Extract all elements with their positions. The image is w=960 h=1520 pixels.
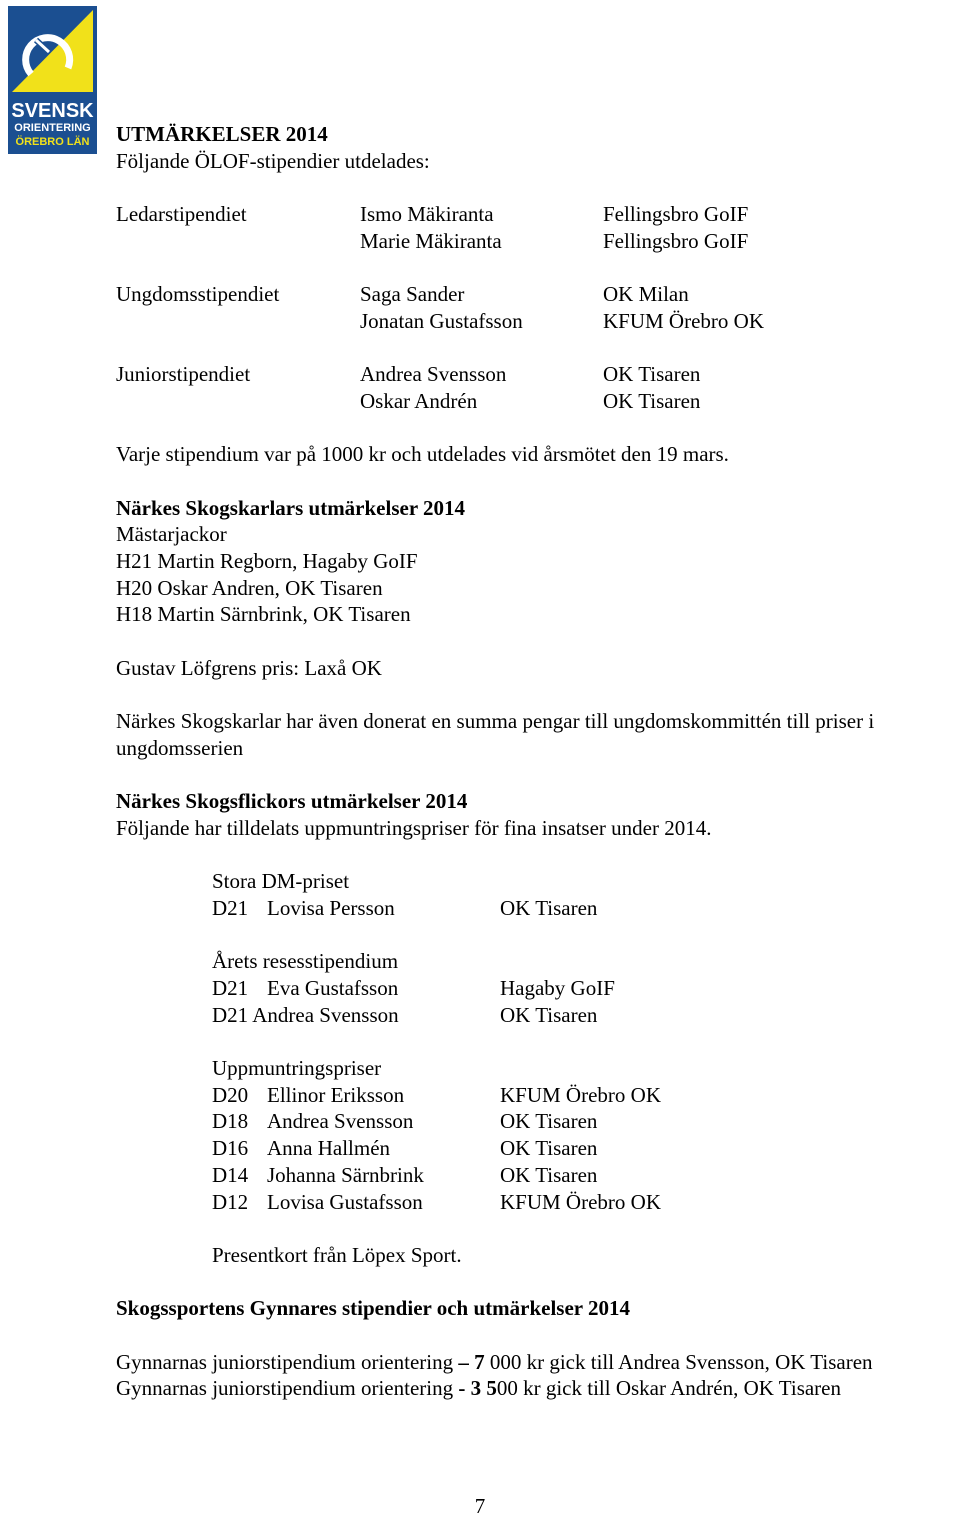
stipend-club: OK Tisaren bbox=[603, 362, 701, 387]
stipend-club: Fellingsbro GoIF bbox=[603, 228, 749, 253]
stipend-row bbox=[116, 361, 960, 388]
stora-dm-title: Stora DM-priset bbox=[212, 869, 350, 894]
stipend-row bbox=[116, 308, 960, 335]
award-row bbox=[212, 1162, 960, 1189]
page-number: 7 bbox=[474, 1494, 486, 1518]
stipend-person: Jonatan Gustafsson bbox=[360, 308, 523, 333]
olof-intro: Följande ÖLOF-stipendier utdelades: bbox=[116, 148, 430, 173]
award-class: D12 bbox=[212, 1189, 249, 1214]
gynnare-line bbox=[116, 1349, 960, 1376]
skogskarlar-note: ungdomsserien bbox=[116, 735, 244, 760]
stipend-club: OK Milan bbox=[603, 282, 689, 307]
award-name: Ellinor Eriksson bbox=[267, 1082, 405, 1107]
stipend-row bbox=[116, 201, 960, 228]
stipend-row bbox=[116, 228, 960, 255]
gynnare-text: Gynnarnas juniorstipendium orientering bbox=[116, 1349, 459, 1374]
award-club: OK Tisaren bbox=[500, 1162, 598, 1187]
stipend-name: Ledarstipendiet bbox=[116, 202, 247, 227]
award-name: Lovisa Persson bbox=[267, 895, 395, 920]
document-body bbox=[116, 121, 960, 1402]
skogskarlar-prize: Gustav Löfgrens pris: Laxå OK bbox=[116, 655, 382, 680]
stipend-name: Ungdomsstipendiet bbox=[116, 282, 280, 307]
gynnare-amount: - 3 5 bbox=[458, 1376, 497, 1401]
list-item: H18 Martin Särnbrink, OK Tisaren bbox=[116, 602, 411, 627]
logo-text-region: ÖREBRO LÄN bbox=[15, 136, 90, 148]
stipend-person: Marie Mäkiranta bbox=[360, 228, 502, 253]
award-club: OK Tisaren bbox=[500, 1109, 598, 1134]
olof-note: Varje stipendium var på 1000 kr och utdelades vid årsmötet den 19 mars. bbox=[116, 442, 729, 467]
award-row bbox=[212, 895, 960, 922]
award-row bbox=[212, 1082, 960, 1109]
award-name: Lovisa Gustafsson bbox=[267, 1189, 423, 1214]
award-club: OK Tisaren bbox=[500, 895, 598, 920]
award-club: OK Tisaren bbox=[500, 1136, 598, 1161]
award-class: D21 bbox=[212, 895, 249, 920]
stipend-row bbox=[116, 388, 960, 415]
gynnare-amount: – 7 bbox=[458, 1349, 485, 1374]
skogskarlar-subtitle: Mästarjackor bbox=[116, 522, 227, 547]
skogskarlar-note: Närkes Skogskarlar har även donerat en summa pengar till ungdomskommittén till priser i bbox=[116, 709, 875, 734]
award-class: D20 bbox=[212, 1082, 249, 1107]
gynnare-text: 00 kr gick till Oskar Andrén, OK Tisaren bbox=[496, 1376, 842, 1401]
award-class: D18 bbox=[212, 1109, 249, 1134]
logo-text-svensk: SVENSK bbox=[11, 100, 94, 122]
logo-text-orientering: ORIENTERING bbox=[14, 122, 91, 134]
award-row bbox=[212, 1108, 960, 1135]
stipend-person: Saga Sander bbox=[360, 282, 465, 307]
award-row bbox=[212, 1135, 960, 1162]
stipend-club: KFUM Örebro OK bbox=[603, 308, 764, 333]
stipend-person: Ismo Mäkiranta bbox=[360, 202, 494, 227]
award-row bbox=[212, 1189, 960, 1216]
award-name: Eva Gustafsson bbox=[267, 976, 399, 1000]
award-row bbox=[212, 975, 960, 1002]
award-club: Hagaby GoIF bbox=[500, 976, 615, 1000]
award-row bbox=[212, 1002, 960, 1029]
award-club: OK Tisaren bbox=[500, 1002, 598, 1027]
list-item: H20 Oskar Andren, OK Tisaren bbox=[116, 575, 383, 600]
skogsflickor-intro: Följande har tilldelats uppmuntringspriser för fina insatser under 2014. bbox=[116, 815, 712, 840]
stipend-club: OK Tisaren bbox=[603, 388, 701, 413]
skogskarlar-title: Närkes Skogskarlars utmärkelser 2014 bbox=[116, 495, 466, 520]
gynnare-line bbox=[116, 1375, 960, 1402]
gynnare-title: Skogssportens Gynnares stipendier och utmärkelser 2014 bbox=[116, 1296, 630, 1321]
award-club: KFUM Örebro OK bbox=[500, 1189, 661, 1214]
stipend-name: Juniorstipendiet bbox=[116, 362, 251, 387]
gynnare-text: 000 kr gick till Andrea Svensson, OK Tisaren bbox=[484, 1349, 873, 1374]
svensk-orientering-logo bbox=[8, 6, 97, 154]
award-name: Anna Hallmén bbox=[267, 1136, 391, 1161]
skogsflickor-title: Närkes Skogsflickors utmärkelser 2014 bbox=[116, 789, 468, 814]
award-club: KFUM Örebro OK bbox=[500, 1082, 661, 1107]
uppmuntring-title: Uppmuntringspriser bbox=[212, 1056, 382, 1081]
gynnare-text: Gynnarnas juniorstipendium orientering bbox=[116, 1376, 459, 1401]
award-class: D14 bbox=[212, 1162, 249, 1187]
award-name: Johanna Särnbrink bbox=[267, 1162, 424, 1187]
list-item: H21 Martin Regborn, Hagaby GoIF bbox=[116, 549, 418, 573]
resestipendium-title: Årets resesstipendium bbox=[212, 949, 399, 974]
award-class: D16 bbox=[212, 1136, 249, 1161]
stipend-club: Fellingsbro GoIF bbox=[603, 202, 749, 227]
award-class: D21 bbox=[212, 976, 249, 1000]
page-heading: UTMÄRKELSER 2014 bbox=[116, 122, 328, 146]
presentkort-note: Presentkort från Löpex Sport. bbox=[212, 1242, 462, 1267]
stipend-row bbox=[116, 281, 960, 308]
award-text: D21 Andrea Svensson bbox=[212, 1002, 399, 1027]
award-name: Andrea Svensson bbox=[267, 1109, 414, 1134]
stipend-person: Oskar Andrén bbox=[360, 388, 478, 413]
stipend-person: Andrea Svensson bbox=[360, 362, 507, 387]
